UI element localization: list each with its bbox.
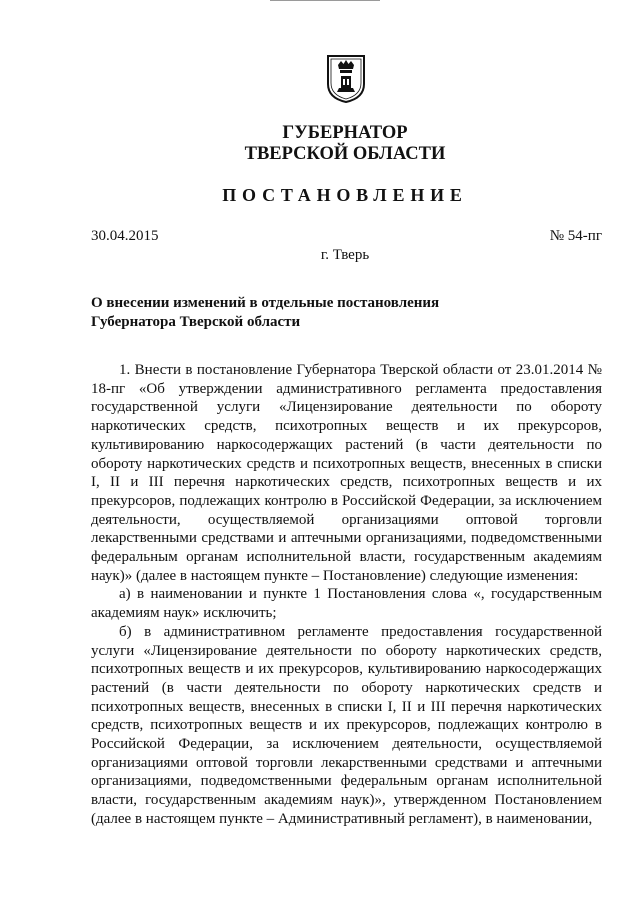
paragraph-1: 1. Внести в постановление Губернатора Тверской области от 23.01.2014 № 18-пг «Об утверждении административного регламента предоставления государственной услуги «Лицензирование деятельности по обороту наркотических средств, психотропных веществ и их прекурсоров, культивированию наркосодержащих растений (в части деятельности по обороту наркотических средств и психотропных веществ, внесенных в списки I, II и III перечня наркотических средств, психотропных веществ и их прекурсоров, подлежащих контролю в Российской Федерации, за исключением деятельности, осуществляемой организациями оптовой торговли лекарственными средствами и аптечными организациями, подведомственными федеральным органам исполнительной власти, государственным академиям наук)» (далее в настоящем пункте – Постановление) следующие изменения: — [91, 362, 602, 584]
document-city: г. Тверь — [320, 247, 370, 263]
document-number: № 54-пг — [549, 228, 602, 244]
document-date: 30.04.2015 — [91, 228, 159, 244]
top-rule — [270, 0, 380, 1]
subject-line2: Губернатора Тверской области — [91, 313, 301, 330]
subject-line1: О внесении изменений в отдельные постановления — [91, 295, 440, 311]
paragraph-3: б) в административном регламенте предоставления государственной услуги «Лицензирование деятельности по обороту наркотических средств, психотропных веществ и их прекурсоров, культивированию наркосодержащих растений (в части деятельности по обороту наркотических средств и психотропных веществ, внесенных в списки I, II и III перечня наркотических средств, психотропных веществ и их прекурсоров, подлежащих контролю в Российской Федерации, за исключением деятельности, осуществляемой организациями оптовой торговли лекарственными средствами и аптечными организациями, подведомственными федеральным органам исполнительной власти, государственным академиям наук)», утвержденном Постановлением (далее в настоящем пункте – Административный регламент), в наименовании, — [91, 623, 602, 827]
document-type: ПОСТАНОВЛЕНИЕ — [222, 185, 468, 205]
coat-of-arms-icon — [326, 54, 366, 104]
document-subject — [91, 294, 439, 331]
document-body — [91, 361, 602, 829]
governor-title-line2: ТВЕРСКОЙ ОБЛАСТИ — [244, 144, 446, 164]
paragraph-2: а) в наименовании и пункте 1 Постановления слова «, государственным академиям наук» исключить; — [91, 586, 602, 622]
governor-title-line1: ГУБЕРНАТОР — [282, 123, 408, 143]
